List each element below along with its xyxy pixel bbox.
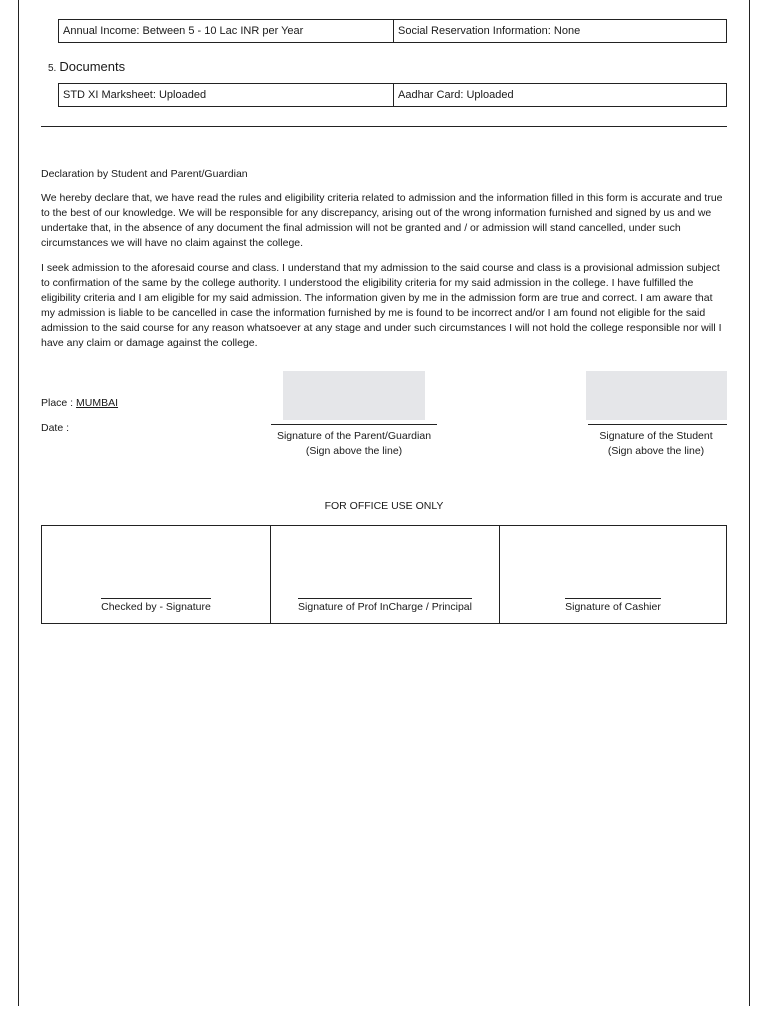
office-use-title: FOR OFFICE USE ONLY	[324, 500, 444, 512]
documents-heading	[48, 59, 125, 74]
social-reservation-cell: Social Reservation Information: None	[394, 20, 727, 43]
student-signature-line	[588, 424, 727, 425]
student-signature-label: Signature of the Student	[599, 430, 713, 442]
parent-signature-hint: (Sign above the line)	[305, 445, 403, 457]
cashier-label: Signature of Cashier	[565, 598, 661, 613]
parent-signature-caption	[256, 429, 452, 459]
table-row	[59, 84, 727, 107]
section-divider	[41, 126, 727, 127]
table-row	[59, 20, 727, 43]
parent-signature-line	[271, 424, 437, 425]
documents-table	[58, 83, 727, 107]
table-row	[42, 526, 727, 624]
principal-cell	[271, 526, 500, 624]
income-table	[58, 19, 727, 43]
checked-by-label: Checked by - Signature	[101, 598, 211, 613]
parent-signature-box[interactable]	[283, 371, 425, 420]
annual-income-cell: Annual Income: Between 5 - 10 Lac INR per Year	[59, 20, 394, 43]
section-title: Documents	[59, 59, 126, 74]
place-value: MUMBAI	[76, 397, 119, 409]
date-label: Date :	[41, 422, 70, 434]
parent-signature-label: Signature of the Parent/Guardian	[276, 430, 432, 442]
declaration-paragraph-1: We hereby declare that, we have read the rules and eligibility criteria related to admission and the information filled in this form is accurate and true to the best of our knowledge. We will be responsible for any discrepancy, arising out of the wrong information furnished and signed by us and we undertake that, in the absence of any document the final admission will not be granted and / or admission will stand cancelled, under such circumstances we will have no claim against the college.	[41, 192, 723, 249]
declaration-paragraph-2: I seek admission to the aforesaid course and class. I understand that my admission to the said course and class is a provisional admission subject to confirmation of the same by the college authority. I understood the eligibility criteria for my said admission in the college. I have fulfilled the eligibility criteria and I am eligible for my said admission. The information given by me in the admission form are true and correct. I am aware that my admission is liable to be cancelled in case the information furnished by me is found to be incorrect and/or I am found not eligible for the said admission to the said course for any reason whatsoever at any stage and under such circumstances I will not hold the college responsible nor will I have any claim or damage against the college.	[41, 262, 722, 349]
place-label: Place :	[41, 397, 77, 409]
declaration-title: Declaration by Student and Parent/Guardian	[41, 168, 248, 180]
office-use-table	[41, 525, 727, 624]
marksheet-cell: STD XI Marksheet: Uploaded	[59, 84, 394, 107]
place-field	[41, 397, 118, 409]
student-signature-box[interactable]	[586, 371, 727, 420]
student-signature-hint: (Sign above the line)	[607, 445, 705, 457]
cashier-cell	[500, 526, 727, 624]
checked-by-cell	[42, 526, 271, 624]
student-signature-caption	[576, 429, 736, 459]
principal-label: Signature of Prof InCharge / Principal	[298, 598, 472, 613]
section-number: 5.	[48, 63, 57, 74]
page-border-right	[749, 0, 750, 1006]
page-border-left	[18, 0, 19, 1006]
aadhar-cell: Aadhar Card: Uploaded	[394, 84, 727, 107]
